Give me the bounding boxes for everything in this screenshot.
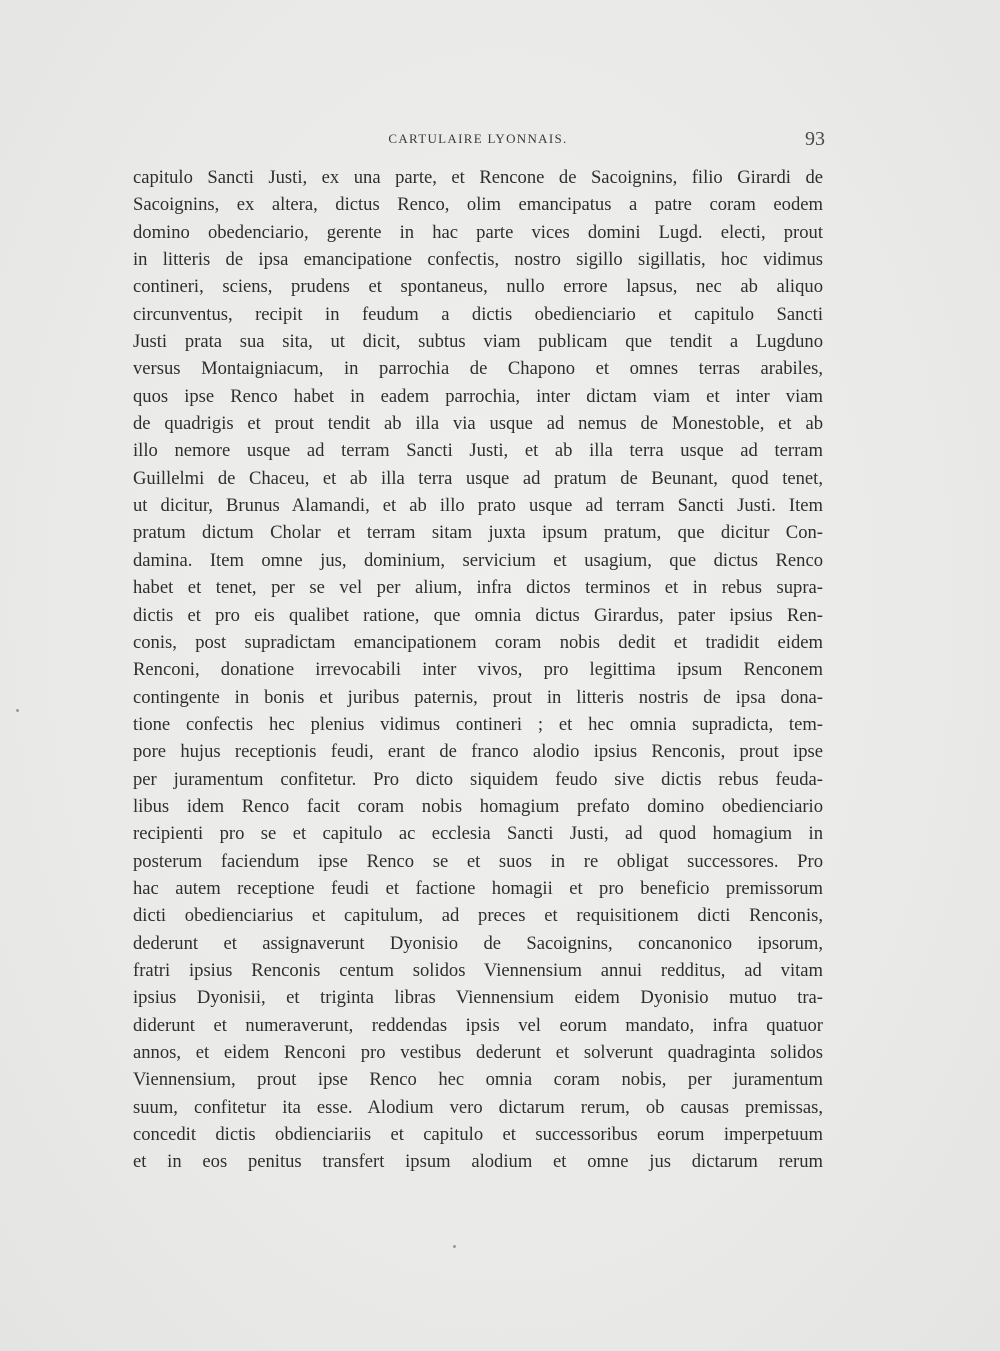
text-line: pore hujus receptionis feudi, erant de franco alodio ipsius Renconis, prout ipse <box>133 741 823 763</box>
text-line: circunventus, recipit in feudum a dictis obedienciario et capitulo Sancti <box>133 303 823 325</box>
text-line: libus idem Renco facit coram nobis homagium prefato domino obedienciario <box>133 795 823 817</box>
text-line: contineri, sciens, prudens et spontaneus, nullo errore lapsus, nec ab aliquo <box>133 276 823 298</box>
text-line: conis, post supradictam emancipationem coram nobis dedit et tradidit eidem <box>133 631 823 653</box>
text-line: Viennensium, prout ipse Renco hec omnia coram nobis, per juramentum <box>133 1069 823 1091</box>
text-line: contingente in bonis et juribus paternis, prout in litteris nostris de ipsa dona- <box>133 686 823 708</box>
text-line: dederunt et assignaverunt Dyonisio de Sacoignins, concanonico ipsorum, <box>133 932 823 954</box>
text-line: habet et tenet, per se vel per alium, infra dictos terminos et in rebus supra- <box>133 577 823 599</box>
text-line: pratum dictum Cholar et terram sitam juxta ipsum pratum, que dicitur Con- <box>133 522 823 544</box>
running-title: CARTULAIRE LYONNAIS. <box>388 131 568 146</box>
text-line: versus Montaigniacum, in parrochia de Chapono et omnes terras arabiles, <box>133 358 823 380</box>
text-line: illo nemore usque ad terram Sancti Justi, et ab illa terra usque ad terram <box>133 440 823 462</box>
text-line: Renconi, donatione irrevocabili inter vivos, pro legittima ipsum Renconem <box>133 659 823 681</box>
text-line: Sacoignins, ex altera, dictus Renco, olim emancipatus a patre coram eodem <box>133 194 823 216</box>
text-line: domino obedenciario, gerente in hac parte vices domini Lugd. electi, prout <box>133 221 823 243</box>
text-line: annos, et eidem Renconi pro vestibus dederunt et solverunt quadraginta solidos <box>133 1042 823 1063</box>
paper-speck <box>453 1245 456 1248</box>
text-line: Guillelmi de Chaceu, et ab illa terra usque ad pratum de Beunant, quod tenet, <box>133 467 823 489</box>
text-line: de quadrigis et prout tendit ab illa via usque ad nemus de Monestoble, et ab <box>133 413 823 435</box>
running-head <box>133 128 825 153</box>
text-line: recipienti pro se et capitulo ac ecclesia Sancti Justi, ad quod homagium in <box>133 823 823 845</box>
text-line: hac autem receptione feudi et factione homagii et pro beneficio premissorum <box>133 877 823 899</box>
text-line: tione confectis hec plenius vidimus contineri ; et hec omnia supradicta, tem- <box>133 713 823 735</box>
text-line: ipsius Dyonisii, et triginta libras Viennensium eidem Dyonisio mutuo tra- <box>133 987 823 1009</box>
text-line: posterum faciendum ipse Renco se et suos in re obligat successores. Pro <box>133 850 823 872</box>
text-line: et in eos penitus transfert ipsum alodium et omne jus dictarum rerum <box>133 1151 823 1173</box>
text-line: dictis et pro eis qualibet ratione, que omnia dictus Girardus, pater ipsius Ren- <box>133 604 823 626</box>
page-number: 93 <box>805 128 825 150</box>
text-line: capitulo Sancti Justi, ex una parte, et Rencone de Sacoignins, filio Girardi de <box>133 167 823 188</box>
body-text <box>133 164 823 1176</box>
text-line: per juramentum confitetur. Pro dicto siquidem feudo sive dictis rebus feuda- <box>133 768 823 790</box>
text-line: Justi prata sua sita, ut dicit, subtus viam publicam que tendit a Lugduno <box>133 331 823 353</box>
paper-speck <box>16 709 19 712</box>
text-line: ut dicitur, Brunus Alamandi, et ab illo prato usque ad terram Sancti Justi. Item <box>133 495 823 517</box>
text-line: fratri ipsius Renconis centum solidos Viennensium annui redditus, ad vitam <box>133 959 823 981</box>
text-line: concedit dictis obdienciariis et capitulo et successoribus eorum imperpetuum <box>133 1124 823 1146</box>
text-line: in litteris de ipsa emancipatione confectis, nostro sigillo sigillatis, hoc vidimus <box>133 249 823 271</box>
text-line: dicti obedienciarius et capitulum, ad preces et requisitionem dicti Renconis, <box>133 905 823 927</box>
text-line: damina. Item omne jus, dominium, servicium et usagium, que dictus Renco <box>133 549 823 571</box>
text-line: diderunt et numeraverunt, reddendas ipsis vel eorum mandato, infra quatuor <box>133 1014 823 1036</box>
text-line: quos ipse Renco habet in eadem parrochia, inter dictam viam et inter viam <box>133 385 823 407</box>
text-line: suum, confitetur ita esse. Alodium vero dictarum rerum, ob causas premissas, <box>133 1096 823 1118</box>
